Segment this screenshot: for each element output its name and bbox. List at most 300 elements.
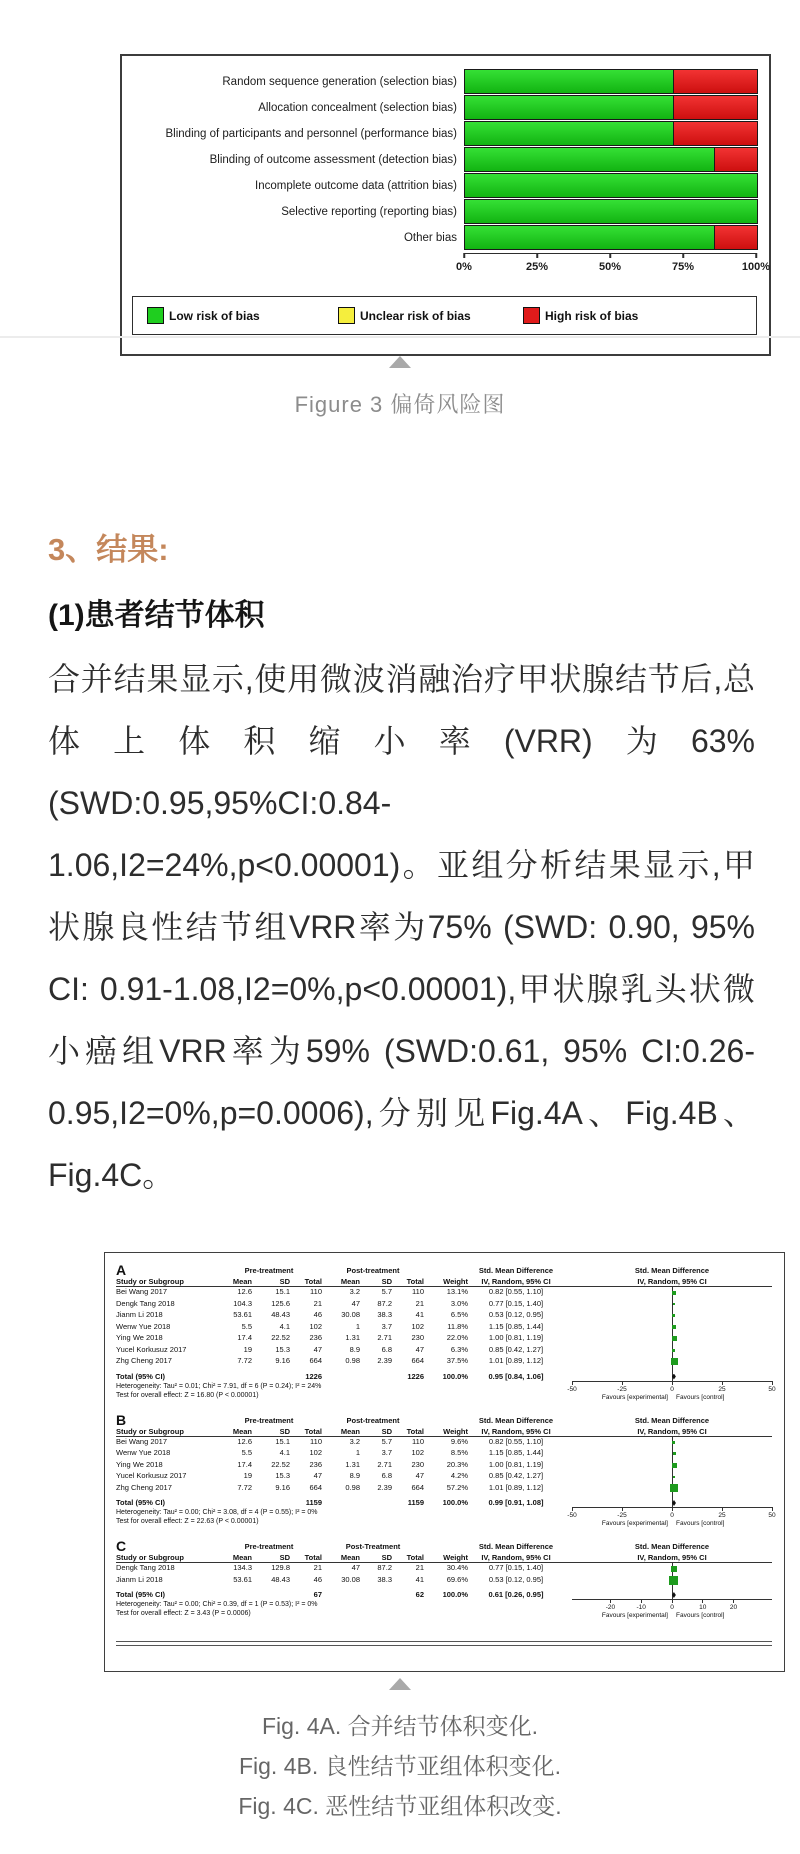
pre-treatment-header: Pre-treatment <box>244 1415 294 1425</box>
ci-col-header: IV, Random, 95% CI <box>481 1277 551 1286</box>
ci-value: 0.85 [0.42, 1.27] <box>488 1471 544 1480</box>
forest-section-A <box>116 1262 776 1415</box>
bias-high-risk-segment <box>673 96 757 119</box>
post-grand-total: 62 <box>415 1590 424 1599</box>
ci-value: 0.53 [0.12, 0.95] <box>488 1574 544 1584</box>
plot-axis-tick <box>672 1599 673 1603</box>
ci-value: 1.00 [0.81, 1.19] <box>488 1333 544 1342</box>
legend-item <box>147 307 260 324</box>
pre-grand-total: 1226 <box>305 1371 322 1381</box>
pre-sd: 9.16 <box>275 1356 290 1365</box>
pre-sd: 15.3 <box>275 1471 290 1480</box>
post-total: 102 <box>411 1448 424 1457</box>
weight-col-header: Weight <box>443 1553 468 1562</box>
post-mean: 8.9 <box>349 1471 360 1480</box>
post-total: 41 <box>415 1310 424 1319</box>
plot-tick-label: 20 <box>729 1604 738 1611</box>
post-grand-total: 1159 <box>407 1498 424 1507</box>
post-mean: 8.9 <box>349 1344 360 1354</box>
heterogeneity-text: Heterogeneity: Tau² = 0.01; Chi² = 7.91, df = 6 (P = 0.24); I² = 24% <box>116 1382 322 1390</box>
legend-swatch-icon <box>338 307 355 324</box>
pre-sd: 15.1 <box>275 1287 290 1296</box>
ci-value: 1.00 [0.81, 1.19] <box>488 1459 544 1469</box>
heterogeneity-text: Heterogeneity: Tau² = 0.00; Chi² = 0.39, df = 1 (P = 0.53); I² = 0% <box>116 1601 318 1608</box>
plot-tick-label: 0 <box>670 1512 674 1519</box>
bias-high-risk-segment <box>673 122 757 145</box>
pre-total: 236 <box>309 1333 322 1342</box>
pre-sd: 125.6 <box>271 1298 290 1308</box>
axis-tick <box>755 253 757 258</box>
weight-value: 11.8% <box>447 1321 468 1331</box>
plot-tick-label: 50 <box>768 1385 776 1393</box>
weight-value: 30.4% <box>446 1563 468 1572</box>
pre-sd: 15.3 <box>275 1344 290 1354</box>
pre-grand-total: 67 <box>313 1590 322 1599</box>
plot-tick-label: 50 <box>768 1512 776 1519</box>
pre-mean: 7.72 <box>237 1356 252 1365</box>
post-total: 47 <box>415 1471 424 1480</box>
ci-value: 0.77 [0.15, 1.40] <box>488 1563 544 1572</box>
post-total: 664 <box>411 1482 424 1492</box>
pre-mean: 17.4 <box>237 1333 252 1342</box>
post-total: 21 <box>415 1563 424 1572</box>
bias-x-axis <box>456 253 771 279</box>
weight-value: 20.3% <box>446 1459 468 1469</box>
total-col-header: Total <box>304 1426 322 1436</box>
study-name: Jianm Li 2018 <box>116 1310 163 1319</box>
bias-legend <box>132 296 757 335</box>
ci-value: 0.82 [0.55, 1.10] <box>488 1287 544 1296</box>
figure3-caption: Figure 3 偏倚风险图 <box>294 392 506 417</box>
post-sd: 6.8 <box>381 1471 392 1480</box>
post-sd: 3.7 <box>381 1448 392 1457</box>
plot-axis-tick <box>572 1381 573 1385</box>
pre-sd: 48.43 <box>271 1310 290 1319</box>
bias-bar <box>464 147 758 172</box>
sd-col-header: SD <box>279 1426 290 1436</box>
mean-col-header: Mean <box>232 1277 252 1286</box>
pre-sd: 15.1 <box>275 1436 290 1446</box>
post-sd: 3.7 <box>381 1321 392 1331</box>
study-name: Yucel Korkusuz 2017 <box>116 1471 187 1480</box>
pre-total: 664 <box>309 1356 322 1365</box>
bias-row <box>132 122 756 145</box>
weight-value: 6.3% <box>450 1344 468 1354</box>
total-weight: 100.0% <box>442 1371 468 1381</box>
ci-value: 1.01 [0.89, 1.12] <box>488 1356 544 1365</box>
total-label: Total (95% CI) <box>116 1371 166 1381</box>
section-divider <box>0 336 800 338</box>
effect-square-marker <box>669 1576 678 1585</box>
pre-sd: 22.52 <box>271 1333 290 1342</box>
bias-row <box>132 200 756 223</box>
post-mean: 3.2 <box>349 1287 360 1296</box>
bias-bar <box>464 69 758 94</box>
mean-col-header: Mean <box>340 1553 360 1562</box>
effect-square-marker <box>672 1325 676 1329</box>
pre-total: 664 <box>309 1482 322 1492</box>
post-total: 102 <box>411 1321 424 1331</box>
total-ci: 0.61 [0.26, 0.95] <box>488 1590 544 1599</box>
post-total: 230 <box>411 1459 424 1469</box>
bias-category-label: Other bias <box>403 231 457 244</box>
legend-label: High risk of bias <box>545 308 639 323</box>
post-sd: 2.71 <box>377 1333 392 1342</box>
results-heading: 3、结果: <box>48 531 169 567</box>
post-sd: 38.3 <box>377 1310 392 1319</box>
weight-value: 4.2% <box>450 1471 468 1480</box>
plot-axis-tick <box>672 1381 673 1385</box>
bias-row <box>132 96 756 119</box>
sd-col-header: SD <box>279 1553 290 1562</box>
pre-mean: 19 <box>243 1344 252 1354</box>
legend-label: Low risk of bias <box>169 308 260 323</box>
bias-low-risk-segment <box>465 148 714 171</box>
total-col-header: Total <box>304 1277 322 1286</box>
sd-col-header: SD <box>381 1426 392 1436</box>
effect-square-marker <box>673 1476 675 1478</box>
pre-mean: 5.5 <box>241 1448 252 1457</box>
axis-tick-label: 0% <box>456 261 472 273</box>
bias-low-risk-segment <box>465 70 673 93</box>
plot-tick-label: -25 <box>617 1512 627 1519</box>
study-name: Zhg Cheng 2017 <box>116 1356 172 1365</box>
study-name: Ying We 2018 <box>116 1333 163 1342</box>
bias-row <box>132 70 756 93</box>
results-subheading: (1)患者结节体积 <box>48 599 265 632</box>
forest-plot-area <box>567 1415 776 1528</box>
effect-square-marker <box>671 1566 677 1572</box>
post-sd: 2.71 <box>377 1459 392 1469</box>
sd-col-header: SD <box>381 1553 392 1562</box>
legend-swatch-icon <box>147 307 164 324</box>
post-sd: 87.2 <box>377 1298 392 1308</box>
bias-bar <box>464 225 758 250</box>
axis-tick-label: 50% <box>598 261 622 273</box>
plot-tick-label: -25 <box>617 1385 627 1393</box>
pre-mean: 12.6 <box>237 1287 252 1296</box>
post-sd: 87.2 <box>377 1563 392 1572</box>
study-col-header: Study or Subgroup <box>116 1277 184 1286</box>
post-mean: 1 <box>355 1321 360 1331</box>
post-treatment-header: Post-treatment <box>346 1415 400 1425</box>
favours-experimental-label: Favours [experimental] <box>601 1393 668 1401</box>
axis-tick <box>682 253 684 258</box>
post-mean: 0.98 <box>345 1482 360 1492</box>
pre-total: 21 <box>313 1298 322 1308</box>
forest-plot-area <box>567 1265 776 1401</box>
effect-square-marker <box>672 1441 675 1444</box>
bias-low-risk-segment <box>465 122 673 145</box>
post-treatment-header: Post-Treatment <box>345 1542 401 1551</box>
pre-sd: 4.1 <box>279 1448 290 1457</box>
effect-square-marker <box>671 1358 678 1365</box>
bias-low-risk-segment <box>465 200 757 223</box>
figure4c-caption: Fig. 4C. 恶性结节亚组体积改变. <box>238 1793 562 1819</box>
ci-value: 0.53 [0.12, 0.95] <box>488 1310 544 1319</box>
weight-value: 37.5% <box>446 1356 468 1365</box>
study-name: Dengk Tang 2018 <box>116 1298 175 1308</box>
ci-value: 0.77 [0.15, 1.40] <box>488 1298 544 1308</box>
plot-smd-header: Std. Mean Difference <box>634 1266 710 1275</box>
pre-total: 46 <box>313 1310 322 1319</box>
overall-effect-text: Test for overall effect: Z = 16.80 (P < 0.00001) <box>116 1391 259 1399</box>
zero-line <box>672 1287 673 1381</box>
bias-category-label: Blinding of outcome assessment (detection bias) <box>209 153 457 166</box>
effect-square-marker <box>673 1452 676 1455</box>
plot-tick-label: 0 <box>670 1604 674 1611</box>
plot-axis-tick <box>722 1381 723 1385</box>
weight-value: 57.2% <box>446 1482 468 1492</box>
pre-total: 46 <box>313 1574 322 1584</box>
smd-header: Std. Mean Difference <box>478 1415 554 1425</box>
bias-low-risk-segment <box>465 174 757 197</box>
forest-plot-area <box>572 1541 772 1619</box>
ci-col-header: IV, Random, 95% CI <box>481 1426 551 1436</box>
mean-col-header: Mean <box>340 1277 360 1286</box>
mean-col-header: Mean <box>232 1553 252 1562</box>
study-name: Dengk Tang 2018 <box>116 1563 175 1572</box>
collapse-arrow-icon[interactable] <box>389 1678 411 1690</box>
pre-total: 102 <box>309 1321 322 1331</box>
study-name: Bei Wang 2017 <box>116 1436 168 1446</box>
post-sd: 2.39 <box>377 1356 392 1365</box>
post-mean: 30.08 <box>341 1310 360 1319</box>
effect-square-marker <box>673 1303 675 1305</box>
weight-value: 8.5% <box>450 1448 468 1457</box>
smd-header: Std. Mean Difference <box>478 1266 554 1275</box>
bias-category-label: Incomplete outcome data (attrition bias) <box>255 179 457 192</box>
pre-total: 102 <box>309 1448 322 1457</box>
post-mean: 3.2 <box>349 1436 360 1446</box>
zero-line <box>672 1437 673 1508</box>
post-total: 47 <box>415 1344 424 1354</box>
pre-sd: 4.1 <box>279 1321 290 1331</box>
total-weight: 100.0% <box>442 1590 468 1599</box>
total-label: Total (95% CI) <box>116 1498 166 1507</box>
smd-header: Std. Mean Difference <box>478 1542 554 1551</box>
weight-value: 69.6% <box>446 1574 468 1584</box>
favours-control-label: Favours [control] <box>676 1393 725 1401</box>
post-total: 21 <box>415 1298 424 1308</box>
plot-axis-tick <box>733 1599 734 1603</box>
study-name: Jianm Li 2018 <box>116 1574 163 1584</box>
plot-axis-tick <box>672 1507 673 1511</box>
post-total: 110 <box>412 1287 424 1296</box>
plot-axis-tick <box>772 1381 773 1385</box>
favours-experimental-label: Favours [experimental] <box>601 1520 668 1527</box>
weight-value: 6.5% <box>450 1310 468 1319</box>
bias-bar-rows <box>132 70 756 252</box>
pre-mean: 53.61 <box>233 1574 252 1584</box>
pre-mean: 12.6 <box>237 1436 252 1446</box>
study-name: Bei Wang 2017 <box>116 1287 168 1296</box>
overall-effect-text: Test for overall effect: Z = 3.43 (P = 0.0006) <box>116 1610 251 1617</box>
plot-axis-tick <box>622 1381 623 1385</box>
plot-tick-label: -50 <box>567 1385 577 1393</box>
pre-total: 47 <box>313 1471 322 1480</box>
plot-tick-label: 25 <box>718 1512 726 1519</box>
ci-value: 1.15 [0.85, 1.44] <box>488 1321 544 1331</box>
bias-category-label: Selective reporting (reporting bias) <box>281 205 457 218</box>
bias-high-risk-segment <box>714 148 757 171</box>
effect-square-marker <box>672 1291 676 1295</box>
effect-square-marker <box>672 1463 677 1468</box>
mean-col-header: Mean <box>340 1426 360 1436</box>
bias-bar <box>464 199 758 224</box>
plot-tick-label: 0 <box>670 1385 674 1393</box>
pre-sd: 129.8 <box>271 1563 290 1572</box>
mean-col-header: Mean <box>232 1426 252 1436</box>
pre-grand-total: 1159 <box>305 1498 322 1507</box>
overall-effect-text: Test for overall effect: Z = 22.63 (P < 0.00001) <box>116 1518 259 1525</box>
pre-mean: 104.3 <box>233 1298 252 1308</box>
axis-tick <box>609 253 611 258</box>
pre-sd: 22.52 <box>271 1459 290 1469</box>
heterogeneity-text: Heterogeneity: Tau² = 0.00; Chi² = 3.08, df = 4 (P = 0.55); I² = 0% <box>116 1509 318 1516</box>
study-name: Ying We 2018 <box>116 1459 163 1469</box>
post-sd: 6.8 <box>381 1344 392 1354</box>
figure3-risk-of-bias-chart <box>120 54 771 356</box>
plot-axis-tick <box>610 1599 611 1603</box>
pre-mean: 17.4 <box>237 1459 252 1469</box>
pre-mean: 5.5 <box>241 1321 252 1331</box>
effect-square-marker <box>672 1336 677 1341</box>
total-col-header: Total <box>406 1277 424 1286</box>
bias-low-risk-segment <box>465 226 714 249</box>
bias-category-label: Random sequence generation (selection bias) <box>222 75 457 88</box>
legend-label: Unclear risk of bias <box>360 308 471 323</box>
collapse-arrow-icon[interactable] <box>389 356 411 368</box>
effect-square-marker <box>670 1484 678 1492</box>
plot-axis-tick <box>772 1507 773 1511</box>
pre-total: 110 <box>310 1436 322 1446</box>
total-label: Total (95% CI) <box>116 1590 166 1599</box>
favours-experimental-label: Favours [experimental] <box>601 1612 668 1619</box>
effect-square-marker <box>672 1314 675 1317</box>
bias-category-label: Blinding of participants and personnel (performance bias) <box>165 127 457 140</box>
pre-treatment-header: Pre-treatment <box>244 1542 294 1551</box>
post-grand-total: 1226 <box>407 1371 424 1381</box>
bias-row <box>132 148 756 171</box>
bias-high-risk-segment <box>673 70 757 93</box>
bias-bar <box>464 95 758 120</box>
legend-item <box>523 307 638 324</box>
post-total: 41 <box>415 1574 424 1584</box>
pre-sd: 9.16 <box>275 1482 290 1492</box>
post-mean: 1.31 <box>345 1459 360 1469</box>
plot-smd-header: Std. Mean Difference <box>634 1542 710 1551</box>
plot-tick-label: 10 <box>699 1604 707 1611</box>
pre-mean: 53.61 <box>233 1310 252 1319</box>
post-total: 664 <box>411 1356 424 1365</box>
post-sd: 2.39 <box>377 1482 392 1492</box>
total-col-header: Total <box>406 1426 424 1436</box>
legend-item <box>338 307 471 324</box>
weight-col-header: Weight <box>443 1426 468 1436</box>
plot-axis-tick <box>722 1507 723 1511</box>
figure4a-caption: Fig. 4A. 合并结节体积变化. <box>261 1713 539 1739</box>
plot-tick-label: -10 <box>636 1604 646 1611</box>
effect-square-marker <box>672 1349 675 1352</box>
post-mean: 1.31 <box>345 1333 360 1342</box>
figure4b-caption: Fig. 4B. 良性结节亚组体积变化. <box>238 1753 562 1779</box>
plot-ci-header: IV, Random, 95% CI <box>637 1277 707 1286</box>
bias-category-label: Allocation concealment (selection bias) <box>258 101 457 114</box>
pre-treatment-header: Pre-treatment <box>244 1266 294 1275</box>
study-name: Zhg Cheng 2017 <box>116 1482 172 1492</box>
plot-smd-header: Std. Mean Difference <box>634 1415 710 1425</box>
axis-tick-label: 100% <box>741 261 771 273</box>
figure4-captions <box>0 1706 800 1826</box>
pre-mean: 19 <box>243 1471 252 1480</box>
pre-total: 47 <box>313 1344 322 1354</box>
ci-value: 0.85 [0.42, 1.27] <box>488 1344 544 1354</box>
sd-col-header: SD <box>279 1277 290 1286</box>
forest-section-C <box>116 1538 772 1633</box>
post-sd: 5.7 <box>381 1287 392 1296</box>
subgroup-letter: C <box>116 1538 127 1554</box>
post-total: 230 <box>411 1333 424 1342</box>
pre-total: 110 <box>310 1287 322 1296</box>
post-sd: 38.3 <box>377 1574 392 1584</box>
post-mean: 47 <box>351 1563 360 1572</box>
study-col-header: Study or Subgroup <box>116 1553 184 1562</box>
weight-col-header: Weight <box>443 1277 468 1286</box>
post-mean: 0.98 <box>345 1356 360 1365</box>
total-ci: 0.95 [0.84, 1.06] <box>488 1371 544 1381</box>
ci-value: 0.82 [0.55, 1.10] <box>488 1436 544 1446</box>
subgroup-letter: B <box>116 1411 127 1428</box>
pre-mean: 7.72 <box>237 1482 252 1492</box>
study-name: Yucel Korkusuz 2017 <box>116 1344 187 1354</box>
plot-axis-tick <box>702 1599 703 1603</box>
bias-bar <box>464 173 758 198</box>
plot-ci-header: IV, Random, 95% CI <box>637 1426 707 1436</box>
favours-control-label: Favours [control] <box>676 1612 725 1619</box>
pre-total: 21 <box>313 1563 322 1572</box>
bias-row <box>132 174 756 197</box>
figure-bottom-rule <box>116 1641 772 1646</box>
axis-tick-label: 75% <box>671 261 695 273</box>
pre-sd: 48.43 <box>271 1574 290 1584</box>
plot-tick-label: 25 <box>718 1385 726 1393</box>
bias-high-risk-segment <box>714 226 757 249</box>
figure4-forest-plots <box>104 1252 785 1672</box>
bias-bar <box>464 121 758 146</box>
weight-value: 9.6% <box>450 1436 468 1446</box>
plot-axis-tick <box>622 1507 623 1511</box>
results-paragraph: 合并结果显示,使用微波消融治疗甲状腺结节后,总体上体积缩小率(VRR)为63%(SWD:0.95,95%CI:0.84-1.06,I2=24%,p<0.00001)。亚组分析结果显示,甲状腺良性结节组VRR率为75% (SWD: 0.90, 95% CI: 0.91-1.08,I2=0%,p<0.00001),甲状腺乳头状微小癌组VRR率为59% (SWD:0.61, 95% CI:0.26-0.95,I2=0%,p=0.0006),分别见Fig.4A、Fig.4B、Fig.4C。 <box>48 661 755 1193</box>
axis-tick <box>463 253 465 258</box>
total-col-header: Total <box>406 1553 424 1562</box>
plot-axis-tick <box>572 1507 573 1511</box>
axis-tick-label: 25% <box>525 261 549 273</box>
post-total: 110 <box>412 1436 424 1446</box>
bias-low-risk-segment <box>465 96 673 119</box>
favours-control-label: Favours [control] <box>676 1520 725 1527</box>
bias-row <box>132 226 756 249</box>
pre-total: 236 <box>309 1459 322 1469</box>
weight-value: 13.1% <box>446 1287 468 1296</box>
total-weight: 100.0% <box>442 1498 468 1507</box>
weight-value: 3.0% <box>450 1298 468 1308</box>
sd-col-header: SD <box>381 1277 392 1286</box>
post-mean: 47 <box>351 1298 360 1308</box>
plot-ci-header: IV, Random, 95% CI <box>637 1553 707 1562</box>
plot-tick-label: -50 <box>567 1512 577 1519</box>
ci-value: 1.01 [0.89, 1.12] <box>488 1482 544 1492</box>
